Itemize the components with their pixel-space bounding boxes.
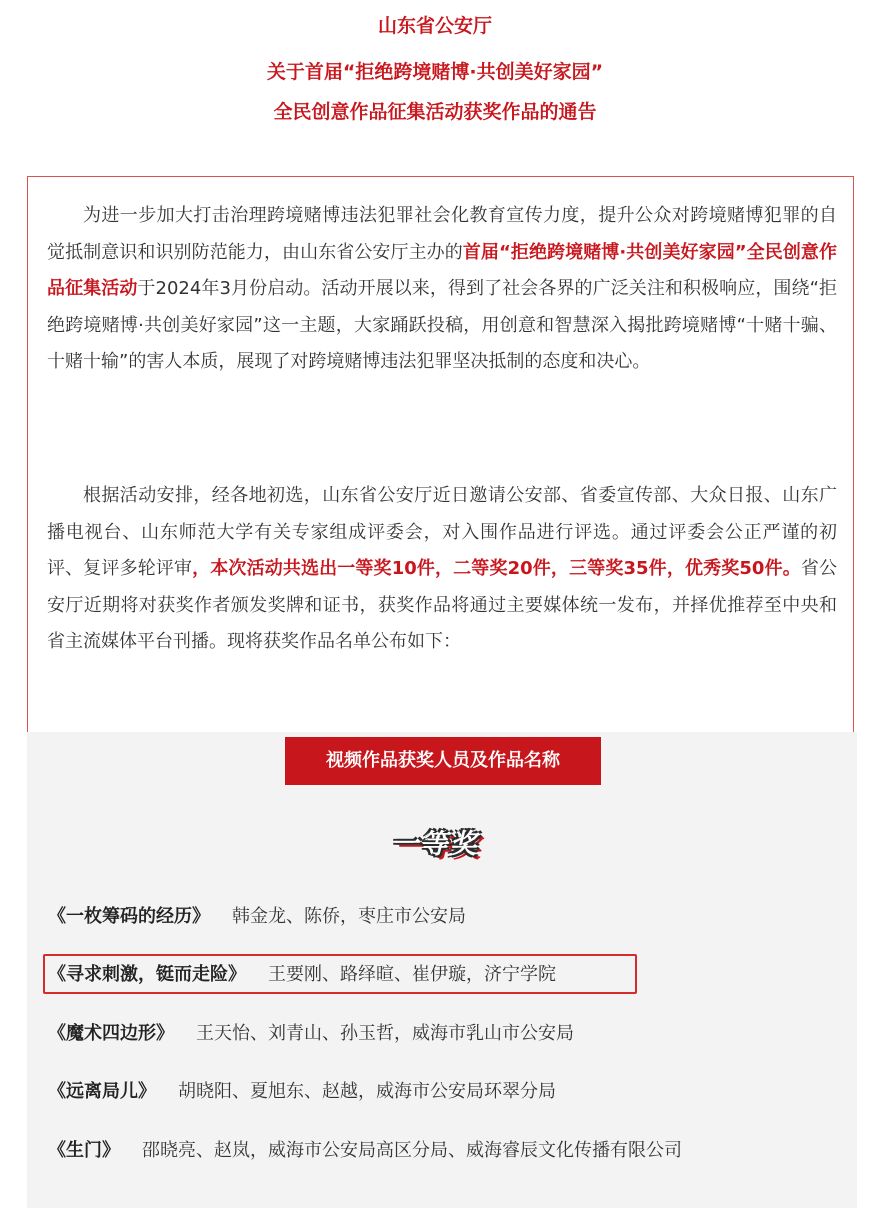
work-title: 《魔术四边形》 [48, 1023, 174, 1044]
notice-title-line-1: 关于首届“拒绝跨境赌博·共创美好家园” [266, 61, 604, 83]
work-title: 《生门》 [48, 1140, 120, 1161]
winner-entry [48, 961, 556, 989]
intro-p2-highlight: ，本次活动共选出一等奖10件，二等奖20件，三等奖35件，优秀奖50件。 [192, 558, 801, 579]
work-authors: 胡晓阳、夏旭东、赵越，威海市公安局环翠分局 [178, 1081, 556, 1102]
work-title: 《一枚筹码的经历》 [48, 906, 210, 927]
intro-p1-text-a: 为进一步加大打击治理跨境赌博违法犯罪社会化教育宣传力度，提升公众对跨境赌博犯罪的自觉抵制意识和识别防范能力，由山东省公安厅主办的 [47, 205, 837, 263]
winner-entry [48, 1137, 682, 1165]
intro-p2-text-b: 省公安厅近期将对获奖作者颁发奖牌和证书，获奖作品将通过主要媒体统一发布，并择优推荐至中央和省主流媒体平台刊播。现将获奖作品名单公布如下： [47, 558, 838, 652]
intro-paragraph-2 [47, 478, 837, 661]
section-banner: 视频作品获奖人员及作品名称 [285, 737, 601, 785]
work-authors: 邵晓亮、赵岚，威海市公安局高区分局、威海睿辰文化传播有限公司 [142, 1140, 682, 1161]
work-authors: 韩金龙、陈侨，枣庄市公安局 [232, 906, 466, 927]
winner-entry [48, 1078, 556, 1106]
winner-entry [48, 1020, 574, 1048]
winner-entry [48, 903, 466, 931]
notice-issuer: 山东省公安厅 [377, 15, 492, 37]
work-authors: 王天怡、刘青山、孙玉哲，威海市乳山市公安局 [196, 1023, 574, 1044]
award-level-title: 一等奖 [391, 829, 479, 860]
intro-p2-text-a: 根据活动安排，经各地初选，山东省公安厅近日邀请公安部、省委宣传部、大众日报、山东广播电视台、山东师范大学有关专家组成评委会，对入围作品进行评选。通过评委会公正严谨的初评、复评多轮评审 [47, 485, 837, 579]
work-title: 《远离局儿》 [48, 1081, 156, 1102]
notice-title-line-2: 全民创意作品征集活动获奖作品的通告 [273, 101, 597, 123]
intro-paragraph-1 [47, 198, 837, 381]
work-title: 《寻求刺激，铤而走险》 [48, 964, 246, 985]
intro-p1-highlight: 首届“拒绝跨境赌博·共创美好家园”全民创意作品征集活动 [47, 241, 837, 299]
work-authors: 王要刚、路绎暄、崔伊璇，济宁学院 [268, 964, 556, 985]
intro-p1-text-b: 于2024年3月份启动。活动开展以来，得到了社会各界的广泛关注和积极响应，围绕“拒绝跨境赌博·共创美好家园”这一主题，大家踊跃投稿，用创意和智慧深入揭批跨境赌博“十赌十骗、十赌十输”的害人本质，展现了对跨境赌博违法犯罪坚决抵制的态度和决心。 [47, 278, 837, 372]
